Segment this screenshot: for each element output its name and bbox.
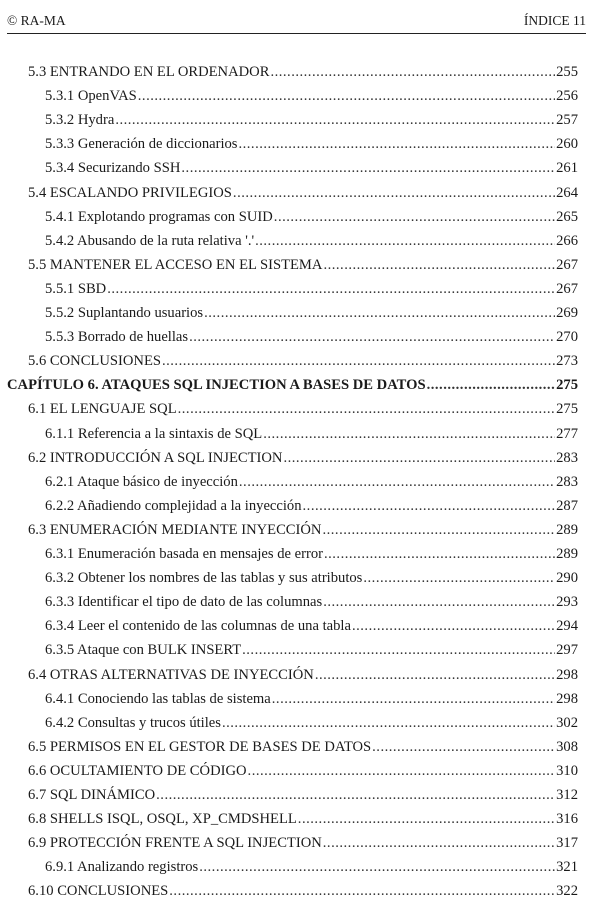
toc-entry-title: 5.4 ESCALANDO PRIVILEGIOS xyxy=(28,184,232,201)
toc-page-number: 256 xyxy=(556,88,578,105)
toc-entry xyxy=(45,207,578,227)
toc-page-number: 289 xyxy=(556,521,578,538)
dot-leader xyxy=(178,399,555,419)
toc-entry xyxy=(28,351,578,371)
toc-page-number: 269 xyxy=(556,305,578,321)
dot-leader xyxy=(242,640,555,660)
toc-page-number: 287 xyxy=(556,497,578,514)
toc-page-number: 302 xyxy=(556,714,578,731)
dot-leader xyxy=(372,737,555,757)
dot-leader xyxy=(156,785,555,805)
toc-entry-title: 6.10 CONCLUSIONES xyxy=(28,883,169,900)
toc-entry-title: 6.2.2 Añadiendo complejidad a la inyección xyxy=(45,497,302,514)
toc-entry xyxy=(45,231,578,251)
dot-leader xyxy=(181,158,555,178)
toc-page-number: 298 xyxy=(556,666,578,683)
dot-leader xyxy=(323,833,555,853)
toc-page-number: 317 xyxy=(556,835,578,852)
dot-leader xyxy=(315,665,555,685)
toc-entry-title: 6.7 SQL DINÁMICO xyxy=(28,787,156,803)
toc-entry-title: 6.1 EL LENGUAJE SQL xyxy=(28,401,177,418)
toc-entry xyxy=(45,689,578,709)
toc-entry xyxy=(45,303,578,323)
toc-entry xyxy=(45,110,578,130)
toc-entry-title: 6.4.2 Consultas y trucos útiles xyxy=(45,714,221,731)
toc-entry-title: 5.4.1 Explotando programas con SUID xyxy=(45,208,273,225)
dot-leader xyxy=(238,134,555,154)
toc-page-number: 283 xyxy=(556,473,578,490)
running-head xyxy=(7,11,586,29)
dot-leader xyxy=(248,761,556,781)
toc-entry-title: 5.5 MANTENER EL ACCESO EN EL SISTEMA xyxy=(28,256,323,273)
toc-entry-title: 5.3.2 Hydra xyxy=(45,112,115,129)
toc-page-number: 266 xyxy=(556,232,578,249)
toc-entry-title: 6.5 PERMISOS EN EL GESTOR DE BASES DE DATOS xyxy=(28,738,372,755)
dot-leader xyxy=(199,857,555,877)
toc-entry xyxy=(45,472,578,492)
toc-page-number: 283 xyxy=(556,449,578,466)
toc-page-number: 298 xyxy=(556,690,578,707)
toc-entry xyxy=(28,785,578,805)
toc-entry xyxy=(45,424,578,444)
toc-entry-title: 6.9.1 Analizando registros xyxy=(45,859,199,876)
toc-page-number: 294 xyxy=(556,618,578,635)
toc-entry-title: 6.4.1 Conociendo las tablas de sistema xyxy=(45,690,271,707)
toc-page-number: 312 xyxy=(556,787,578,803)
toc-entry-title: 5.4.2 Abusando de la ruta relativa '.' xyxy=(45,232,255,249)
toc-entry xyxy=(45,592,578,612)
toc-page-number: 270 xyxy=(556,329,578,346)
dot-leader xyxy=(283,448,555,468)
dot-leader xyxy=(274,207,555,227)
toc-entry xyxy=(45,568,578,588)
toc-entry-title: 6.8 SHELLS ISQL, OSQL, XP_CMDSHELL xyxy=(28,811,297,828)
toc-page-number: 316 xyxy=(556,811,578,828)
toc-entry xyxy=(45,640,578,660)
toc-page-number: 265 xyxy=(556,208,578,225)
toc-chapter-entry xyxy=(7,375,578,395)
toc-entry xyxy=(45,496,578,516)
toc-entry-title: 6.1.1 Referencia a la sintaxis de SQL xyxy=(45,425,263,442)
toc-entry xyxy=(45,713,578,733)
toc-entry xyxy=(45,616,578,636)
toc-entry-title: 6.3.4 Leer el contenido de las columnas de una tabla xyxy=(45,618,351,635)
dot-leader xyxy=(363,568,555,588)
toc-entry xyxy=(28,62,578,82)
toc-page-number: 321 xyxy=(556,859,578,876)
toc-page-number: 273 xyxy=(556,353,578,370)
dot-leader xyxy=(323,592,555,612)
toc-page-number: 290 xyxy=(556,570,578,587)
toc-entry-title: 6.3.2 Obtener los nombres de las tablas y sus atributos xyxy=(45,570,363,587)
dot-leader xyxy=(298,809,555,829)
toc-entry-title: 6.3 ENUMERACIÓN MEDIANTE INYECCIÓN xyxy=(28,521,322,538)
section-title-page-number: ÍNDICE 11 xyxy=(523,13,586,28)
toc-entry xyxy=(45,134,578,154)
dot-leader xyxy=(115,110,555,130)
toc-entry-title: 6.3.3 Identificar el tipo de dato de las columnas xyxy=(45,594,323,611)
toc-page-number: 261 xyxy=(556,160,578,177)
toc-entry-title: 5.3 ENTRANDO EN EL ORDENADOR xyxy=(28,64,270,80)
dot-leader xyxy=(323,255,555,275)
toc-entry-title: 6.2.1 Ataque básico de inyección xyxy=(45,473,238,490)
toc-entry xyxy=(28,809,578,829)
toc-page-number: 293 xyxy=(556,594,578,611)
toc-entry xyxy=(45,279,578,299)
toc-page-number: 277 xyxy=(556,425,578,442)
toc-entry-title: 6.2 INTRODUCCIÓN A SQL INJECTION xyxy=(28,449,283,466)
dot-leader xyxy=(324,544,555,564)
dot-leader xyxy=(427,375,556,395)
toc-entry xyxy=(28,183,578,203)
toc-entry-title: 6.4 OTRAS ALTERNATIVAS DE INYECCIÓN xyxy=(28,666,314,683)
toc-page-number: 267 xyxy=(556,256,578,273)
dot-leader xyxy=(233,183,555,203)
dot-leader xyxy=(270,62,555,82)
toc-page-number: 275 xyxy=(556,377,578,394)
toc-entry xyxy=(28,448,578,468)
toc-entry xyxy=(45,544,578,564)
toc-page-number: 260 xyxy=(556,136,578,153)
toc-page-number: 310 xyxy=(556,762,578,779)
toc-entry-title: 5.5.1 SBD xyxy=(45,280,107,297)
dot-leader xyxy=(189,327,555,347)
dot-leader xyxy=(138,86,555,106)
dot-leader xyxy=(222,713,555,733)
toc-entry-title: 5.3.3 Generación de diccionarios xyxy=(45,136,238,153)
toc-page-number: 275 xyxy=(556,401,578,418)
toc-entry-title: 5.6 CONCLUSIONES xyxy=(28,353,161,370)
dot-leader xyxy=(239,472,555,492)
toc-page-number: 322 xyxy=(556,883,578,900)
toc-entry-title: 6.9 PROTECCIÓN FRENTE A SQL INJECTION xyxy=(28,835,322,852)
toc-entry xyxy=(28,520,578,540)
toc-page-number: 267 xyxy=(556,280,578,297)
dot-leader xyxy=(263,424,555,444)
toc-page-number: 308 xyxy=(556,738,578,755)
toc-page-number: 297 xyxy=(556,642,578,659)
toc-entry xyxy=(28,881,578,901)
toc-entry xyxy=(45,158,578,178)
toc-entry-title: 5.3.1 OpenVAS xyxy=(45,88,137,105)
toc-entry xyxy=(28,665,578,685)
toc-entry xyxy=(45,327,578,347)
toc-entry xyxy=(28,399,578,419)
dot-leader xyxy=(107,279,555,299)
dot-leader xyxy=(169,881,555,901)
toc-entry-title: CAPÍTULO 6. ATAQUES SQL INJECTION A BASES DE DATOS xyxy=(7,377,426,394)
toc-page-number: 289 xyxy=(556,546,578,562)
dot-leader xyxy=(352,616,555,636)
toc-entry xyxy=(28,737,578,757)
toc-entry xyxy=(28,255,578,275)
publisher-mark: © RA-MA xyxy=(7,13,66,28)
dot-leader xyxy=(303,496,556,516)
toc-entry xyxy=(45,86,578,106)
toc-entry-title: 6.3.1 Enumeración basada en mensajes de error xyxy=(45,546,323,562)
toc-page-number: 257 xyxy=(556,112,578,129)
toc-entry xyxy=(28,833,578,853)
dot-leader xyxy=(322,520,555,540)
toc-entry-title: 6.3.5 Ataque con BULK INSERT xyxy=(45,642,242,659)
toc-entry-title: 5.5.3 Borrado de huellas xyxy=(45,329,189,346)
toc-page-number: 264 xyxy=(556,184,578,201)
toc-entry-title: 6.6 OCULTAMIENTO DE CÓDIGO xyxy=(28,762,247,779)
toc-entry xyxy=(28,761,578,781)
dot-leader xyxy=(204,303,555,323)
toc-page-number: 255 xyxy=(556,64,578,80)
toc-entry xyxy=(45,857,578,877)
header-rule xyxy=(7,33,586,34)
toc-entry-title: 5.5.2 Suplantando usuarios xyxy=(45,305,204,321)
toc-entry-title: 5.3.4 Securizando SSH xyxy=(45,160,181,177)
dot-leader xyxy=(162,351,555,371)
dot-leader xyxy=(272,689,555,709)
dot-leader xyxy=(255,231,555,251)
